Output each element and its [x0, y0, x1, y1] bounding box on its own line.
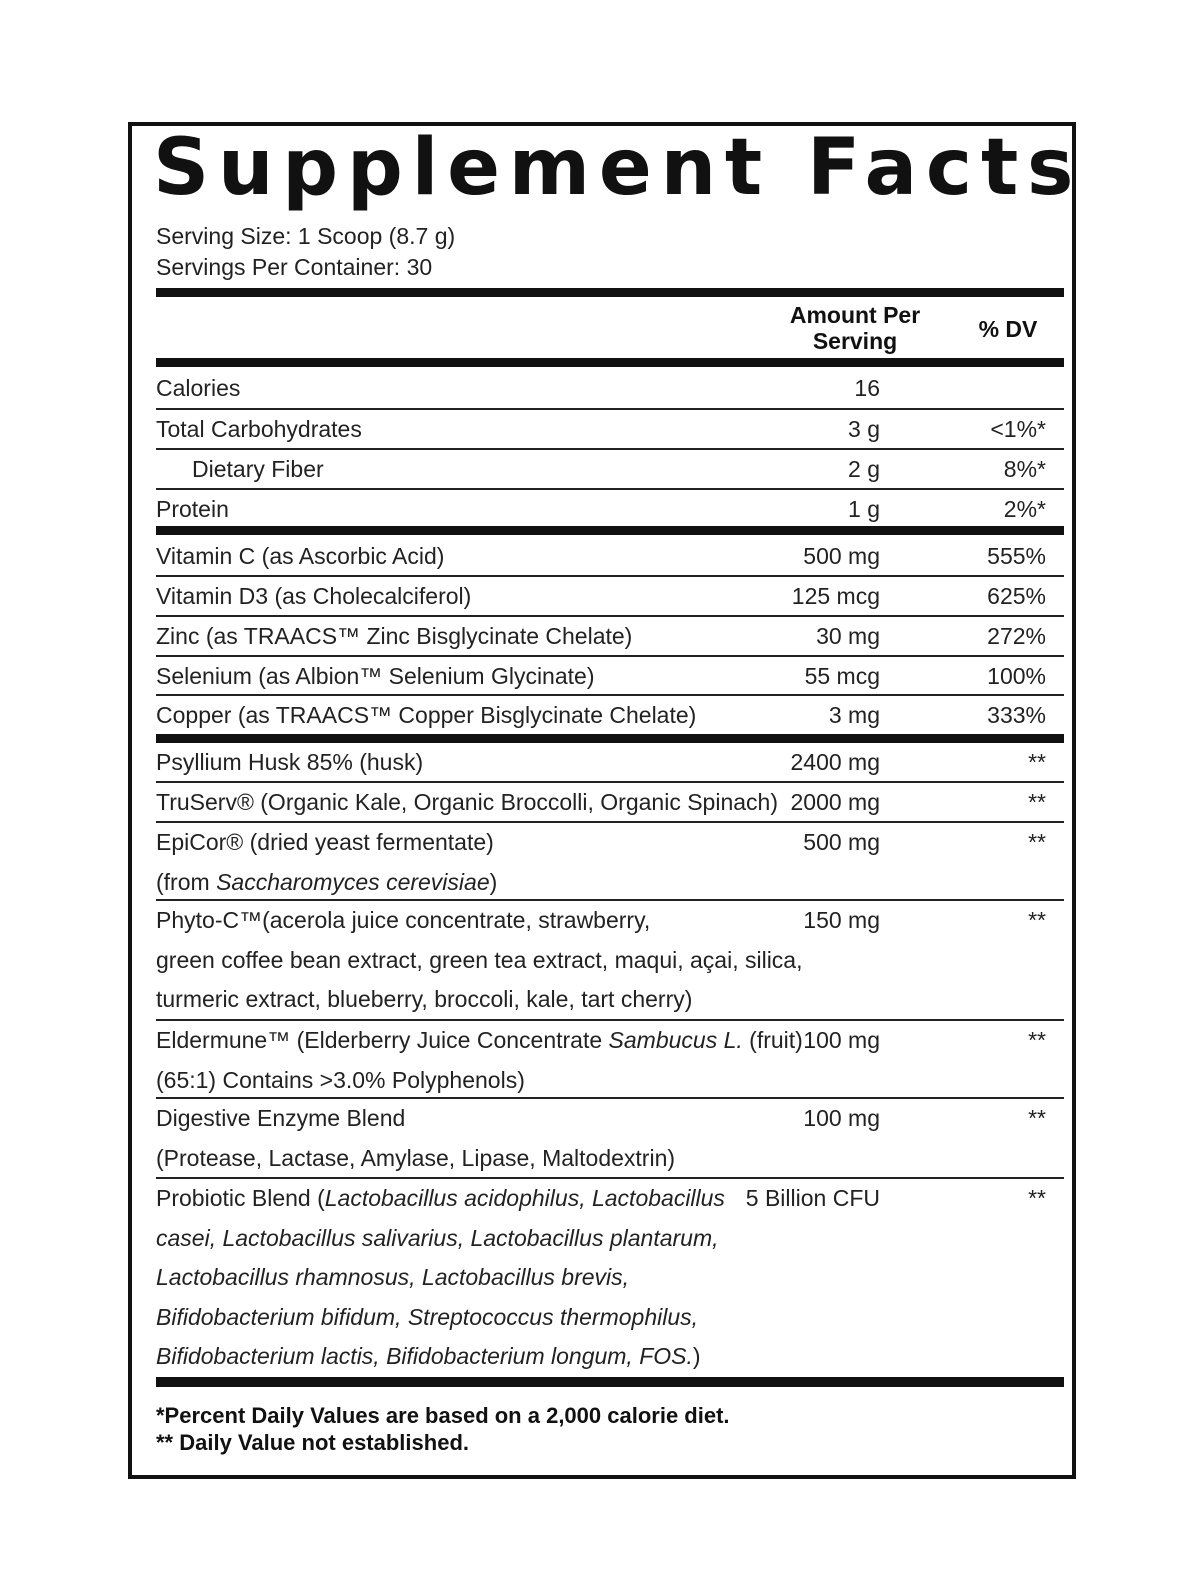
- row-amount: 5 Billion CFU: [745, 1185, 880, 1211]
- row-name-part: Eldermune™ (Elderberry Juice Concentrate: [156, 1027, 609, 1053]
- row-name: [156, 901, 816, 1020]
- row-name: Psyllium Husk 85% (husk): [156, 749, 424, 775]
- row-name: Selenium (as Albion™ Selenium Glycinate): [156, 663, 595, 689]
- row-dv: <1%*: [990, 416, 1046, 442]
- row-amount: 2 g: [848, 456, 880, 482]
- nutrient-table: [156, 369, 1064, 1383]
- amount-header-line2: Serving: [812, 328, 898, 354]
- row-name: Copper (as TRAACS™ Copper Bisglycinate Chelate): [156, 702, 697, 728]
- row-dv: **: [1028, 829, 1046, 855]
- row-amount: 55 mcg: [804, 663, 880, 689]
- serving-size: Serving Size: 1 Scoop (8.7 g): [156, 223, 456, 249]
- row-name-line: Phyto-C™(acerola juice concentrate, strawberry,: [156, 907, 651, 933]
- row-name: Total Carbohydrates: [156, 416, 362, 442]
- row-name-line: Digestive Enzyme Blend: [156, 1105, 406, 1131]
- row-dv: 272%: [987, 623, 1046, 649]
- table-row: [156, 823, 1064, 901]
- row-name: Dietary Fiber: [192, 456, 324, 482]
- row-amount: 2000 mg: [790, 789, 880, 815]
- row-dv: **: [1028, 1185, 1046, 1211]
- row-name: [156, 1099, 796, 1178]
- row-name: Calories: [156, 375, 241, 401]
- row-name-italic: Lactobacillus rhamnosus, Lactobacillus brevis,: [156, 1264, 630, 1290]
- row-amount: 100 mg: [803, 1027, 880, 1053]
- row-name: Vitamin C (as Ascorbic Acid): [156, 543, 445, 569]
- row-name-line: green coffee bean extract, green tea extract, maqui, açai, silica,: [156, 946, 803, 973]
- table-row: [156, 577, 1064, 617]
- table-row: [156, 1099, 1064, 1179]
- footnote-not-established: ** Daily Value not established.: [156, 1430, 469, 1455]
- top-thick-rule: [156, 288, 1064, 297]
- row-name: [156, 1179, 756, 1377]
- row-dv: 8%*: [1003, 456, 1046, 482]
- bottom-thick-rule: [156, 1377, 1064, 1387]
- row-dv: **: [1028, 1105, 1046, 1131]
- row-name-part: (from: [156, 868, 217, 895]
- table-row: [156, 617, 1064, 657]
- row-dv: **: [1028, 1027, 1046, 1053]
- row-name-italic: Bifidobacterium bifidum, Streptococcus thermophilus,: [156, 1303, 699, 1330]
- row-dv: **: [1028, 907, 1046, 933]
- serving-info: [156, 221, 455, 283]
- row-amount: 30 mg: [816, 623, 880, 649]
- row-amount: 3 g: [848, 416, 880, 442]
- row-name-italic: casei, Lactobacillus salivarius, Lactobacillus plantarum,: [156, 1224, 719, 1251]
- row-dv: 333%: [987, 702, 1046, 728]
- row-name-italic: Bifidobacterium lactis, Bifidobacterium longum, FOS.: [156, 1343, 693, 1369]
- row-dv: 100%: [987, 663, 1046, 689]
- row-dv: **: [1028, 789, 1046, 815]
- supplement-facts-panel: [128, 122, 1083, 1479]
- footnote-daily-values: *Percent Daily Values are based on a 2,000 calorie diet.: [156, 1403, 730, 1428]
- row-name: TruServ® (Organic Kale, Organic Broccolli, Organic Spinach): [156, 789, 778, 815]
- row-amount: 1 g: [848, 496, 880, 522]
- table-row: [156, 1021, 1064, 1099]
- row-name-italic: Saccharomyces cerevisiae: [216, 868, 490, 895]
- row-amount: 500 mg: [803, 829, 880, 855]
- table-row: [156, 783, 1064, 823]
- row-name-line: (Protease, Lactase, Amylase, Lipase, Maltodextrin): [156, 1144, 676, 1171]
- row-dv: 625%: [987, 583, 1046, 609]
- table-row: [156, 490, 1064, 535]
- row-amount: 16: [854, 375, 880, 401]
- table-row: [156, 743, 1064, 783]
- row-dv: 555%: [987, 543, 1046, 569]
- row-name-line: turmeric extract, blueberry, broccoli, kale, tart cherry): [156, 986, 693, 1012]
- row-amount: 500 mg: [803, 543, 880, 569]
- footnotes: [156, 1402, 730, 1456]
- table-row: [156, 410, 1064, 450]
- row-name-italic: Sambucus L.: [608, 1027, 743, 1053]
- row-name-line: (65:1) Contains >3.0% Polyphenols): [156, 1066, 525, 1093]
- table-row: [156, 369, 1064, 410]
- row-name-part: Probiotic Blend (: [156, 1185, 325, 1211]
- row-name-part: ): [489, 868, 498, 895]
- table-row: [156, 1179, 1064, 1383]
- row-name-part: (fruit): [742, 1027, 803, 1053]
- panel-title: Supplement Facts: [153, 123, 1083, 213]
- row-name-part: ): [692, 1343, 701, 1369]
- row-name-line: EpiCor® (dried yeast fermentate): [156, 829, 494, 855]
- row-amount: 2400 mg: [790, 749, 880, 775]
- row-name-italic: Lactobacillus acidophilus, Lactobacillus: [324, 1185, 725, 1211]
- row-name: Vitamin D3 (as Cholecalciferol): [156, 583, 472, 609]
- row-name: Zinc (as TRAACS™ Zinc Bisglycinate Chelate): [156, 623, 633, 649]
- row-name: [156, 823, 796, 902]
- table-row: [156, 696, 1064, 743]
- table-row: [156, 535, 1064, 577]
- row-name: [156, 1021, 803, 1100]
- table-row: [156, 901, 1064, 1021]
- row-amount: 150 mg: [803, 907, 880, 933]
- row-dv: **: [1028, 749, 1046, 775]
- header-thick-rule: [156, 358, 1064, 367]
- table-row: [156, 657, 1064, 696]
- table-row: [156, 450, 1064, 490]
- servings-per-container: Servings Per Container: 30: [156, 254, 433, 280]
- amount-per-serving-header: [782, 302, 928, 354]
- amount-header-line1: Amount Per: [789, 302, 921, 328]
- row-amount: 125 mcg: [791, 583, 880, 609]
- row-name: Protein: [156, 496, 229, 522]
- row-amount: 3 mg: [828, 702, 880, 728]
- row-amount: 100 mg: [803, 1105, 880, 1131]
- dv-header: % DV: [978, 316, 1038, 342]
- row-dv: 2%*: [1003, 496, 1046, 522]
